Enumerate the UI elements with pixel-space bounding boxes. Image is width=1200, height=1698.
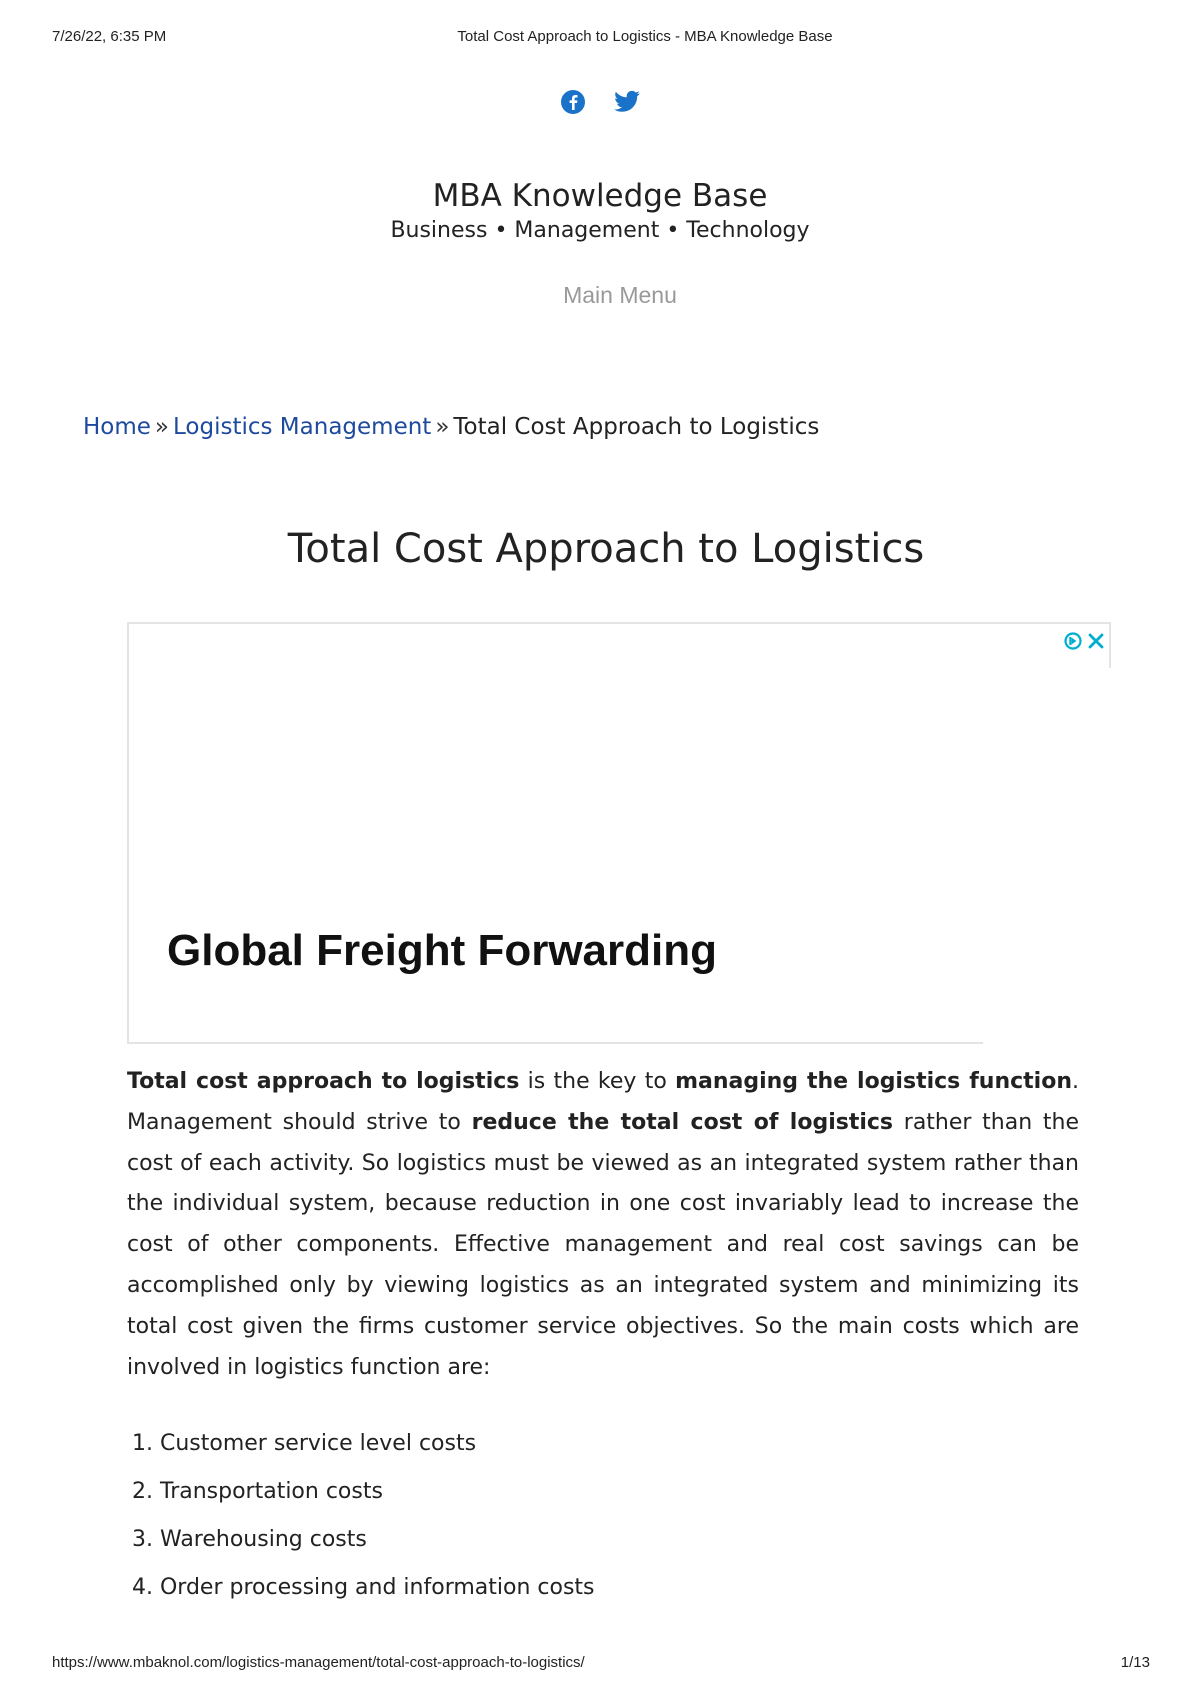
site-tagline: Business • Management • Technology — [390, 218, 810, 243]
social-links — [0, 88, 1200, 116]
advertisement[interactable] — [127, 622, 1111, 1044]
intro-bold-text: Total cost approach to logistics — [127, 1069, 520, 1094]
intro-bold-text: managing the logistics function — [675, 1069, 1072, 1094]
list-item: 2. Transportation costs — [132, 1479, 383, 1504]
site-branding — [0, 176, 1200, 246]
ad-border — [1109, 624, 1111, 668]
list-item: 1. Customer service level costs — [132, 1431, 477, 1456]
intro-text: is the key to — [519, 1069, 676, 1094]
intro-bold-text: reduce the total cost of logistics — [471, 1109, 894, 1135]
article-title: Total Cost Approach to Logistics — [287, 526, 925, 572]
ad-close-icon[interactable] — [1087, 632, 1105, 654]
twitter-icon[interactable] — [613, 88, 641, 116]
breadcrumb-category-link[interactable]: Logistics Management — [173, 414, 432, 440]
intro-text: rather than the cost of each activity. So logistics must be viewed as an integrated system rather than the individual system, because reduction in one cost invariably lead to increase the cost of other components. Effective management and real cost savings can be accomplished only by viewing logistics as an integrated system and minimizing its total cost given the firms customer service objectives. So the main costs which are involved in logistics function are: — [127, 1109, 1080, 1380]
print-url: https://www.mbaknol.com/logistics-management/total-cost-approach-to-logistics/ — [52, 1654, 585, 1671]
site-name[interactable]: MBA Knowledge Base — [432, 178, 768, 214]
breadcrumb-separator: » — [435, 414, 450, 440]
ad-headline[interactable]: Global Freight Forwarding — [167, 926, 717, 975]
ad-controls — [1063, 632, 1105, 654]
print-page-title: Total Cost Approach to Logistics - MBA Knowledge Base — [457, 28, 833, 45]
list-item: 4. Order processing and information costs — [132, 1575, 595, 1600]
breadcrumb-home-link[interactable]: Home — [83, 414, 151, 440]
list-item: 3. Warehousing costs — [132, 1527, 367, 1552]
adchoices-icon[interactable] — [1063, 631, 1083, 655]
page-number: 1/13 — [1120, 1654, 1150, 1671]
print-datetime: 7/26/22, 6:35 PM — [52, 28, 167, 45]
intro-text: . Management should strive to — [127, 1069, 1079, 1135]
facebook-icon[interactable] — [559, 88, 587, 116]
main-menu-toggle[interactable]: Main Menu — [563, 282, 677, 308]
breadcrumb — [83, 414, 819, 440]
cost-list — [132, 1420, 595, 1612]
breadcrumb-current: Total Cost Approach to Logistics — [453, 414, 820, 440]
breadcrumb-separator: » — [154, 414, 169, 440]
ad-border — [129, 1042, 983, 1044]
article-body — [127, 1062, 1079, 1388]
